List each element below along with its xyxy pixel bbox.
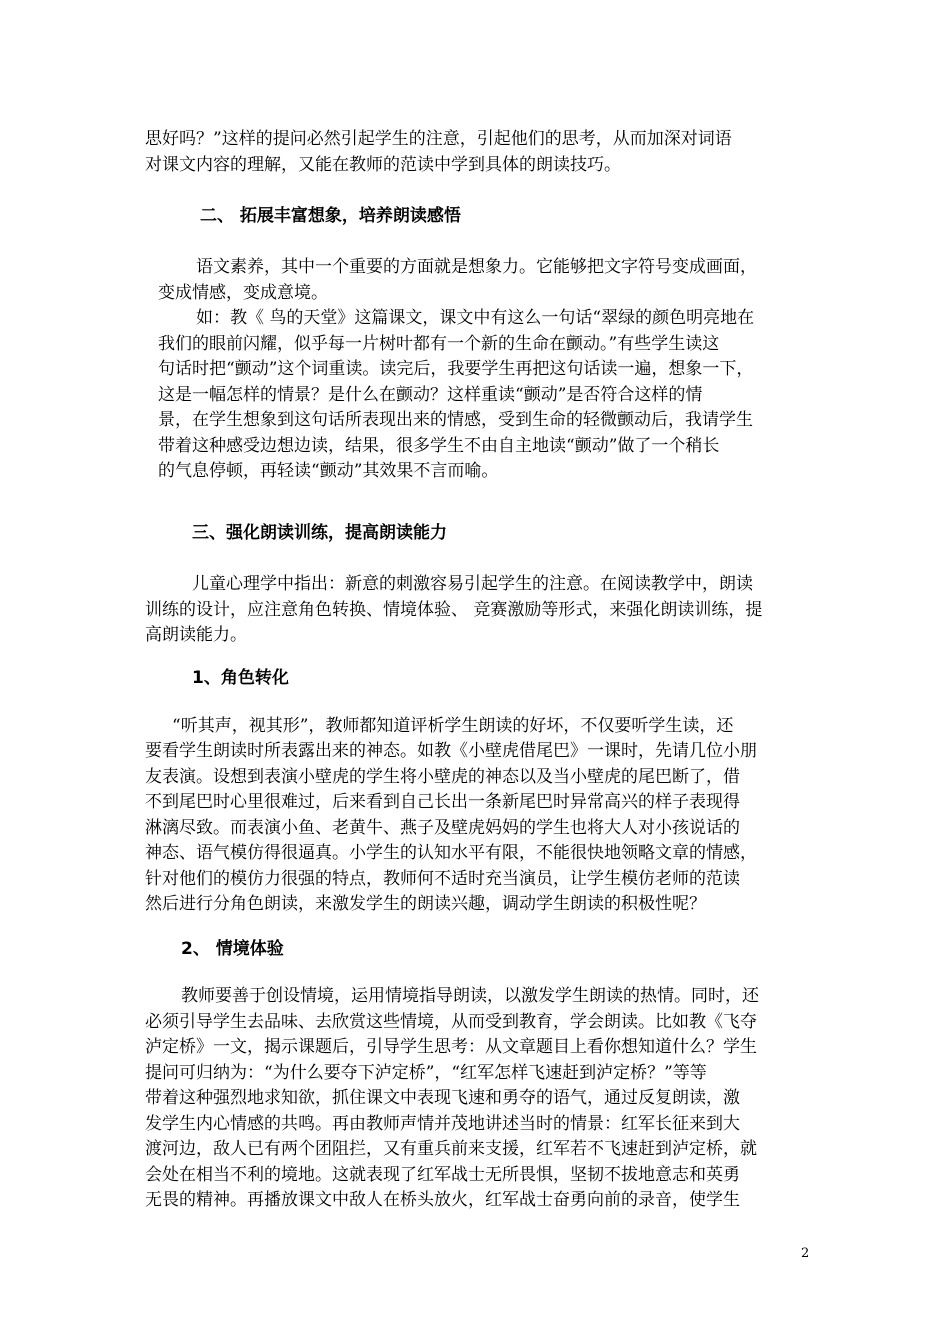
text-line: 带着这种强烈地求知欲，抓住课文中表现飞速和勇夺的语气，通过反复朗读，激 [145, 1088, 740, 1108]
text-line: 教师要善于创设情境，运用情境指导朗读，以激发学生朗读的热情。同时，还 [181, 986, 759, 1006]
text-line: 必须引导学生去品味、去欣赏这些情境，从而受到教育，学会朗读。比如教《飞夺 [145, 1012, 757, 1032]
text-line: 友表演。设想到表演小壁虎的学生将小壁虎的神态以及当小壁虎的尾巴断了，借 [145, 767, 740, 787]
text-line: 高朗读能力。 [145, 625, 247, 645]
text-line: 句话时把“颤动”这个词重读。读完后，我要学生再把这句话读一遍，想象一下， [158, 359, 754, 379]
page-number: 2 [801, 1246, 810, 1261]
subsection-heading: 1、角色转化 [192, 668, 289, 688]
text-line: 语文素养，其中一个重要的方面就是想象力。它能够把文字符号变成画面， [196, 257, 757, 277]
text-line: 不到尾巴时心里很难过，后来看到自己长出一条新尾巴时异常高兴的样子表现得 [145, 792, 740, 812]
text-line: 针对他们的模仿力很强的特点，教师何不适时充当演员，让学生模仿老师的范读 [145, 869, 740, 889]
text-line: 变成情感，变成意境。 [158, 283, 328, 303]
text-line: 会处在相当不利的境地。这就表现了红军战士无所畏惧，坚韧不拔地意志和英勇 [145, 1165, 740, 1185]
text-line: 泸定桥》一文，揭示课题后，引导学生思考：从文章题目上看你想知道什么？学生 [145, 1037, 757, 1057]
text-line: 思好吗？”这样的提问必然引起学生的注意，引起他们的思考，从而加深对词语 [145, 129, 732, 149]
text-line: “听其声，视其形”，教师都知道评析学生朗读的好坏，不仅要听学生读，还 [172, 716, 734, 736]
text-line: 提问可归纳为：“为什么要夺下泸定桥”，“红军怎样飞速赶到泸定桥？”等等 [145, 1063, 707, 1083]
text-line: 对课文内容的理解，又能在教师的范读中学到具体的朗读技巧。 [145, 155, 621, 175]
text-line: 带着这种感受边想边读，结果，很多学生不由自主地读“颤动”做了一个稍长 [158, 436, 720, 456]
text-line: 如：教《 鸟的天堂》这篇课文，课文中有这么一句话“翠绿的颜色明亮地在 [196, 308, 755, 328]
text-line: 淋漓尽致。而表演小鱼、老黄牛、燕子及壁虎妈妈的学生也将大人对小孩说话的 [145, 818, 740, 838]
text-line: 的气息停顿，再轻读“颤动”其效果不言而喻。 [158, 461, 499, 481]
text-line: 然后进行分角色朗读，来激发学生的朗读兴趣，调动学生朗读的积极性呢？ [145, 894, 706, 914]
text-line: 训练的设计，应注意角色转换、情境体验、 竞赛激励等形式，来强化朗读训练，提 [145, 600, 763, 620]
text-line: 发学生内心情感的共鸣。再由教师声情并茂地讲述当时的情景：红军长征来到大 [145, 1114, 740, 1134]
text-line: 无畏的精神。再播放课文中敌人在桥头放火，红军战士奋勇向前的录音，使学生 [145, 1190, 740, 1210]
text-line: 儿童心理学中指出：新意的刺激容易引起学生的注意。在阅读教学中，朗读 [192, 574, 753, 594]
text-line: 神态、语气模仿得很逼真。小学生的认知水平有限，不能很快地领略文章的情感， [145, 843, 757, 863]
section-heading: 二、 拓展丰富想象，培养朗读感悟 [200, 206, 461, 226]
subsection-heading: 2、 情境体验 [181, 939, 284, 959]
section-heading: 三、强化朗读训练，提高朗读能力 [192, 523, 447, 543]
text-line: 要看学生朗读时所表露出来的神态。如教《小壁虎借尾巴》一课时，先请几位小朋 [145, 741, 757, 761]
text-line: 景，在学生想象到这句话所表现出来的情感，受到生命的轻微颤动后，我请学生 [158, 410, 753, 430]
text-line: 我们的眼前闪耀，似乎每一片树叶都有一个新的生命在颤动。”有些学生读这 [158, 334, 720, 354]
text-line: 这是一幅怎样的情景？是什么在颤动？这样重读“颤动”是否符合这样的情 [158, 385, 703, 405]
text-line: 渡河边，敌人已有两个团阻拦，又有重兵前来支援，红军若不飞速赶到泸定桥，就 [145, 1139, 757, 1159]
